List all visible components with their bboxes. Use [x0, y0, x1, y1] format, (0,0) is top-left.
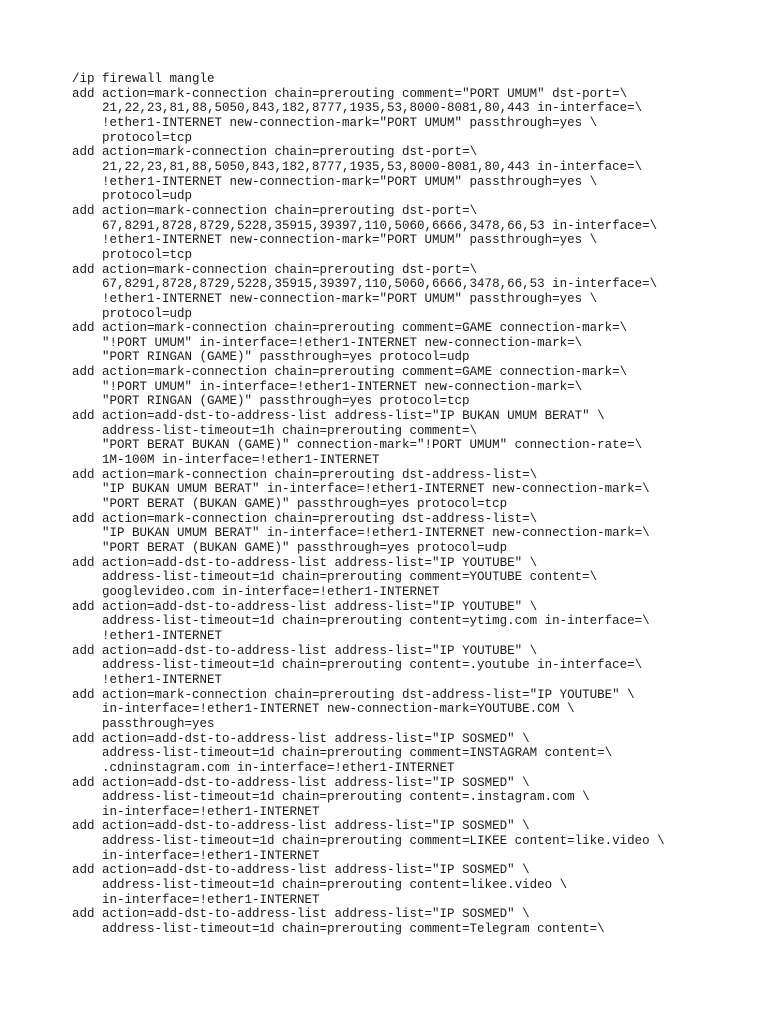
rule-block — [72, 204, 752, 263]
rule-block — [72, 644, 752, 688]
rule-continuation-line: !ether1-INTERNET — [102, 672, 223, 687]
rule-continuation-line: address-list-timeout=1d chain=prerouting content=likee.video \ — [102, 878, 568, 893]
rule-block — [72, 87, 752, 146]
rule-line: add action=mark-connection chain=prerouting dst-port=\ — [72, 203, 478, 218]
rule-block — [72, 263, 752, 322]
rule-continuation-line: googlevideo.com in-interface=!ether1-INTERNET — [102, 584, 440, 599]
rule-continuation-line: "PORT BERAT (BUKAN GAME)" passthrough=yes protocol=tcp — [102, 497, 508, 512]
rule-block — [72, 776, 752, 820]
rule-continuation-line: address-list-timeout=1d chain=prerouting comment=Telegram content=\ — [102, 922, 605, 937]
rule-block — [72, 600, 752, 644]
rule-continuation-line: 1M-100M in-interface=!ether1-INTERNET — [102, 453, 380, 468]
rule-continuation-line: address-list-timeout=1d chain=prerouting comment=INSTAGRAM content=\ — [102, 746, 613, 761]
rule-continuation-line: protocol=tcp — [102, 130, 193, 145]
rule-line: add action=mark-connection chain=prerouting comment="PORT UMUM" dst-port=\ — [72, 86, 628, 101]
rule-line: add action=add-dst-to-address-list address-list="IP SOSMED" \ — [72, 775, 530, 790]
rule-continuation-line: address-list-timeout=1d chain=prerouting content=.instagram.com \ — [102, 790, 590, 805]
rule-continuation-line: "!PORT UMUM" in-interface=!ether1-INTERNET new-connection-mark=\ — [102, 379, 583, 394]
rule-continuation-line: "IP BUKAN UMUM BERAT" in-interface=!ether1-INTERNET new-connection-mark=\ — [102, 482, 650, 497]
rule-block — [72, 512, 752, 556]
rule-line: add action=mark-connection chain=prerouting comment=GAME connection-mark=\ — [72, 365, 628, 380]
rule-line: add action=mark-connection chain=prerouting dst-address-list=\ — [72, 511, 538, 526]
rule-block — [72, 819, 752, 863]
rule-block — [72, 863, 752, 907]
rule-list — [72, 87, 752, 937]
rule-continuation-line: protocol=udp — [102, 306, 193, 321]
rule-block — [72, 365, 752, 409]
rule-line: add action=mark-connection chain=prerouting comment=GAME connection-mark=\ — [72, 321, 628, 336]
rule-line: add action=add-dst-to-address-list address-list="IP SOSMED" \ — [72, 907, 530, 922]
config-document — [72, 72, 752, 937]
rule-continuation-line: "PORT BERAT BUKAN (GAME)" connection-mark="!PORT UMUM" connection-rate=\ — [102, 438, 643, 453]
rule-line: add action=mark-connection chain=prerouting dst-address-list=\ — [72, 467, 538, 482]
rule-continuation-line: "IP BUKAN UMUM BERAT" in-interface=!ether1-INTERNET new-connection-mark=\ — [102, 526, 650, 541]
rule-block — [72, 468, 752, 512]
rule-block — [72, 556, 752, 600]
rule-continuation-line: !ether1-INTERNET new-connection-mark="PORT UMUM" passthrough=yes \ — [102, 291, 598, 306]
rule-line: add action=add-dst-to-address-list address-list="IP YOUTUBE" \ — [72, 555, 538, 570]
rule-continuation-line: address-list-timeout=1d chain=prerouting content=.youtube in-interface=\ — [102, 658, 643, 673]
rule-continuation-line: passthrough=yes — [102, 716, 215, 731]
rule-continuation-line: 21,22,23,81,88,5050,843,182,8777,1935,53,8000-8081,80,443 in-interface=\ — [102, 159, 643, 174]
rule-continuation-line: 21,22,23,81,88,5050,843,182,8777,1935,53,8000-8081,80,443 in-interface=\ — [102, 101, 643, 116]
rule-block — [72, 688, 752, 732]
rule-continuation-line: !ether1-INTERNET new-connection-mark="PORT UMUM" passthrough=yes \ — [102, 115, 598, 130]
rule-block — [72, 732, 752, 776]
rule-continuation-line: "PORT RINGAN (GAME)" passthrough=yes protocol=udp — [102, 350, 470, 365]
rule-continuation-line: !ether1-INTERNET — [102, 628, 223, 643]
rule-line: add action=mark-connection chain=prerouting dst-port=\ — [72, 145, 478, 160]
rule-line: add action=add-dst-to-address-list address-list="IP SOSMED" \ — [72, 819, 530, 834]
rule-continuation-line: "PORT RINGAN (GAME)" passthrough=yes protocol=tcp — [102, 394, 470, 409]
rule-line: add action=add-dst-to-address-list address-list="IP YOUTUBE" \ — [72, 599, 538, 614]
rule-continuation-line: .cdninstagram.com in-interface=!ether1-INTERNET — [102, 760, 455, 775]
rule-line: add action=mark-connection chain=prerouting dst-address-list="IP YOUTUBE" \ — [72, 687, 635, 702]
rule-continuation-line: in-interface=!ether1-INTERNET — [102, 892, 320, 907]
rule-continuation-line: !ether1-INTERNET new-connection-mark="PORT UMUM" passthrough=yes \ — [102, 174, 598, 189]
rule-continuation-line: !ether1-INTERNET new-connection-mark="PORT UMUM" passthrough=yes \ — [102, 233, 598, 248]
rule-continuation-line: address-list-timeout=1d chain=prerouting comment=YOUTUBE content=\ — [102, 570, 598, 585]
rule-line: add action=add-dst-to-address-list address-list="IP SOSMED" \ — [72, 731, 530, 746]
rule-line: add action=mark-connection chain=prerouting dst-port=\ — [72, 262, 478, 277]
rule-continuation-line: protocol=udp — [102, 189, 193, 204]
rule-continuation-line: in-interface=!ether1-INTERNET — [102, 848, 320, 863]
document-header: /ip firewall mangle — [72, 72, 215, 86]
rule-block — [72, 907, 752, 936]
rule-block — [72, 409, 752, 468]
rule-line: add action=add-dst-to-address-list address-list="IP YOUTUBE" \ — [72, 643, 538, 658]
rule-continuation-line: address-list-timeout=1h chain=prerouting comment=\ — [102, 423, 478, 438]
rule-continuation-line: "PORT BERAT (BUKAN GAME)" passthrough=yes protocol=udp — [102, 541, 508, 555]
rule-continuation-line: 67,8291,8728,8729,5228,35915,39397,110,5060,6666,3478,66,53 in-interface=\ — [102, 277, 658, 292]
rule-continuation-line: 67,8291,8728,8729,5228,35915,39397,110,5060,6666,3478,66,53 in-interface=\ — [102, 218, 658, 233]
rule-continuation-line: in-interface=!ether1-INTERNET — [102, 804, 320, 819]
rule-continuation-line: protocol=tcp — [102, 247, 193, 262]
rule-block — [72, 145, 752, 204]
rule-line: add action=add-dst-to-address-list address-list="IP BUKAN UMUM BERAT" \ — [72, 409, 605, 424]
rule-continuation-line: in-interface=!ether1-INTERNET new-connection-mark=YOUTUBE.COM \ — [102, 702, 575, 717]
rule-continuation-line: address-list-timeout=1d chain=prerouting comment=LIKEE content=like.video \ — [102, 834, 665, 849]
rule-block — [72, 321, 752, 365]
rule-continuation-line: "!PORT UMUM" in-interface=!ether1-INTERNET new-connection-mark=\ — [102, 335, 583, 350]
rule-continuation-line: address-list-timeout=1d chain=prerouting content=ytimg.com in-interface=\ — [102, 614, 650, 629]
rule-line: add action=add-dst-to-address-list address-list="IP SOSMED" \ — [72, 863, 530, 878]
